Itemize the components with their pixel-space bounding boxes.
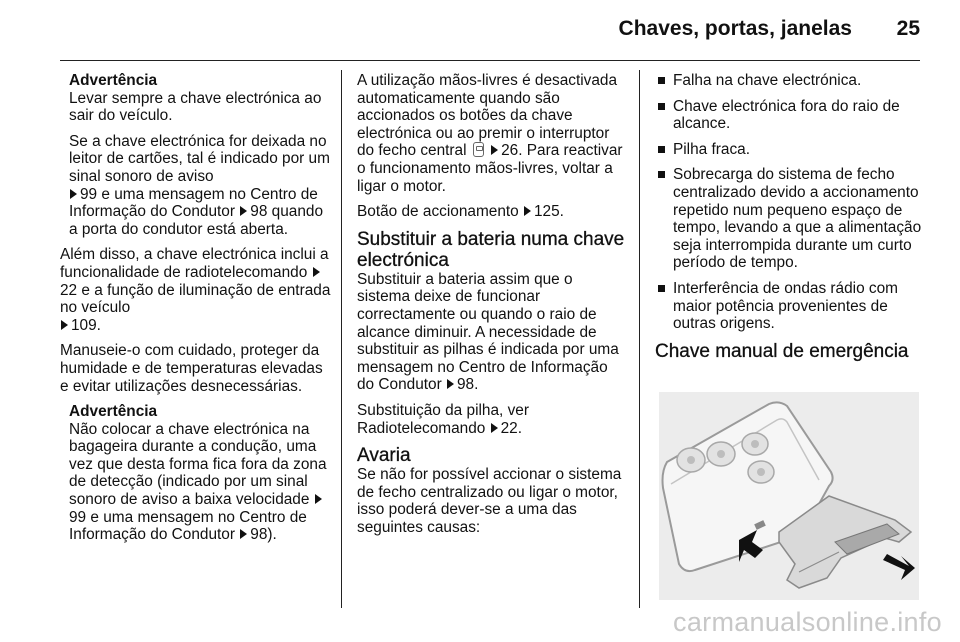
warning-text: Se a chave electrónica for deixada no leitor de cartões, tal é indicado por um sinal sonoro de aviso 99 e uma mensagem no Centro de Informação do Condutor 98 quando a porta do condutor está aberta. [69, 132, 330, 238]
cause-list [655, 72, 923, 333]
cross-reference[interactable]: 99 e uma mensagem no Centro de Informação do Condutor [69, 508, 307, 544]
cross-reference-arrow-icon [491, 423, 498, 433]
body-paragraph: Se não for possível accionar o sistema de fecho centralizado ou ligar o motor, isso poderá dever-se a uma das seguintes causas: [357, 466, 622, 536]
page-number: 25 [896, 17, 920, 40]
body-paragraph: Substituição da pilha, ver Radiotelecomando 22. [357, 401, 529, 437]
cross-reference-arrow-icon [313, 267, 320, 277]
warning-text: Levar sempre a chave electrónica ao sair do veículo. [69, 89, 322, 125]
cross-reference[interactable]: 109. [71, 316, 101, 334]
cross-reference[interactable]: 98). [250, 526, 277, 544]
warning-text: Não colocar a chave electrónica na bagageira durante a condução, uma vez que desta forma fica fora da zona de detecção (indicado por um sinal sonoro de aviso a baixa velocidade 99 e uma mensagem no Centro de Informação do Condutor 98). [69, 420, 327, 544]
list-item: Interferência de ondas rádio com maior potência provenientes de outras origens. [655, 280, 923, 333]
body-paragraph: Botão de accionamento 125. [357, 203, 564, 221]
cross-reference[interactable]: 98. [457, 376, 479, 394]
cross-reference[interactable]: 22 e a função de iluminação de entrada no veículo [60, 281, 331, 317]
cross-reference-arrow-icon [70, 189, 77, 199]
section-heading: Avaria [357, 445, 411, 467]
body-paragraph: Substituir a bateria assim que o sistema deixe de funcionar correctamente ou quando o raio de alcance diminuir. A necessidade de substituir as pilhas é indicada por uma mensagem no Centro de Informação do Condutor 98. [357, 270, 619, 394]
column-3 [655, 72, 923, 362]
warning-box [60, 72, 332, 238]
cross-reference-arrow-icon [315, 494, 322, 504]
list-item: Chave electrónica fora do raio de alcance. [655, 98, 923, 133]
cross-reference[interactable]: 22. [500, 419, 523, 437]
cross-reference[interactable]: 99 e uma mensagem no Centro de Informação do Condutor [69, 185, 318, 221]
body-paragraph: Além disso, a chave electrónica inclui a funcionalidade de radiotelecomando 22 e a função de iluminação de entrada no veículo 109. [60, 246, 331, 334]
section-heading: Substituir a bateria numa chave electrónica [357, 228, 625, 271]
column-divider [341, 70, 342, 608]
list-item: Falha na chave electrónica. [655, 72, 923, 90]
body-paragraph: A utilização mãos-livres é desactivada automaticamente quando são accionados os botões da chave electrónica ou ao premir o interruptor do fecho central 26. Para reactivar o funcionamento mãos-livres, voltar a ligar o motor. [357, 72, 623, 195]
cross-reference[interactable]: 26. Para reactivar o funcionamento mãos-livres, voltar a ligar o motor. [357, 142, 623, 195]
list-item: Sobrecarga do sistema de fecho centralizado devido a accionamento repetido num pequeno espaço de tempo, levando a que a alimentação seja interrompida durante um curto período de tempo. [655, 166, 923, 272]
central-lock-icon [473, 142, 484, 157]
header-divider [60, 60, 920, 61]
column-2 [357, 72, 629, 544]
column-divider [639, 70, 640, 608]
body-paragraph: Manuseie-o com cuidado, proteger da humidade e de temperaturas elevadas e evitar utilizações desnecessárias. [60, 342, 323, 395]
column-1 [60, 72, 332, 552]
cross-reference-arrow-icon [240, 206, 247, 216]
warning-box [60, 403, 332, 544]
cross-reference-arrow-icon [240, 529, 247, 539]
section-heading: Chave manual de emergência [655, 340, 909, 362]
cross-reference[interactable]: 125. [534, 203, 564, 221]
page-header [0, 0, 960, 62]
list-item: Pilha fraca. [655, 141, 923, 159]
key-card-drawing [659, 392, 919, 600]
cross-reference-arrow-icon [447, 379, 454, 389]
cross-reference-arrow-icon [524, 206, 531, 216]
cross-reference[interactable]: 98 quando a porta do condutor está aberta. [69, 203, 324, 238]
cross-reference-arrow-icon [491, 145, 498, 155]
page-title: Chaves, portas, janelas [618, 17, 852, 40]
pull-arrow-icon [883, 554, 915, 580]
warning-title: Advertência [69, 72, 158, 89]
cross-reference-arrow-icon [61, 320, 68, 330]
watermark: carmanualsonline.info [673, 607, 942, 637]
warning-title: Advertência [69, 403, 158, 421]
key-card-illustration [659, 392, 919, 600]
